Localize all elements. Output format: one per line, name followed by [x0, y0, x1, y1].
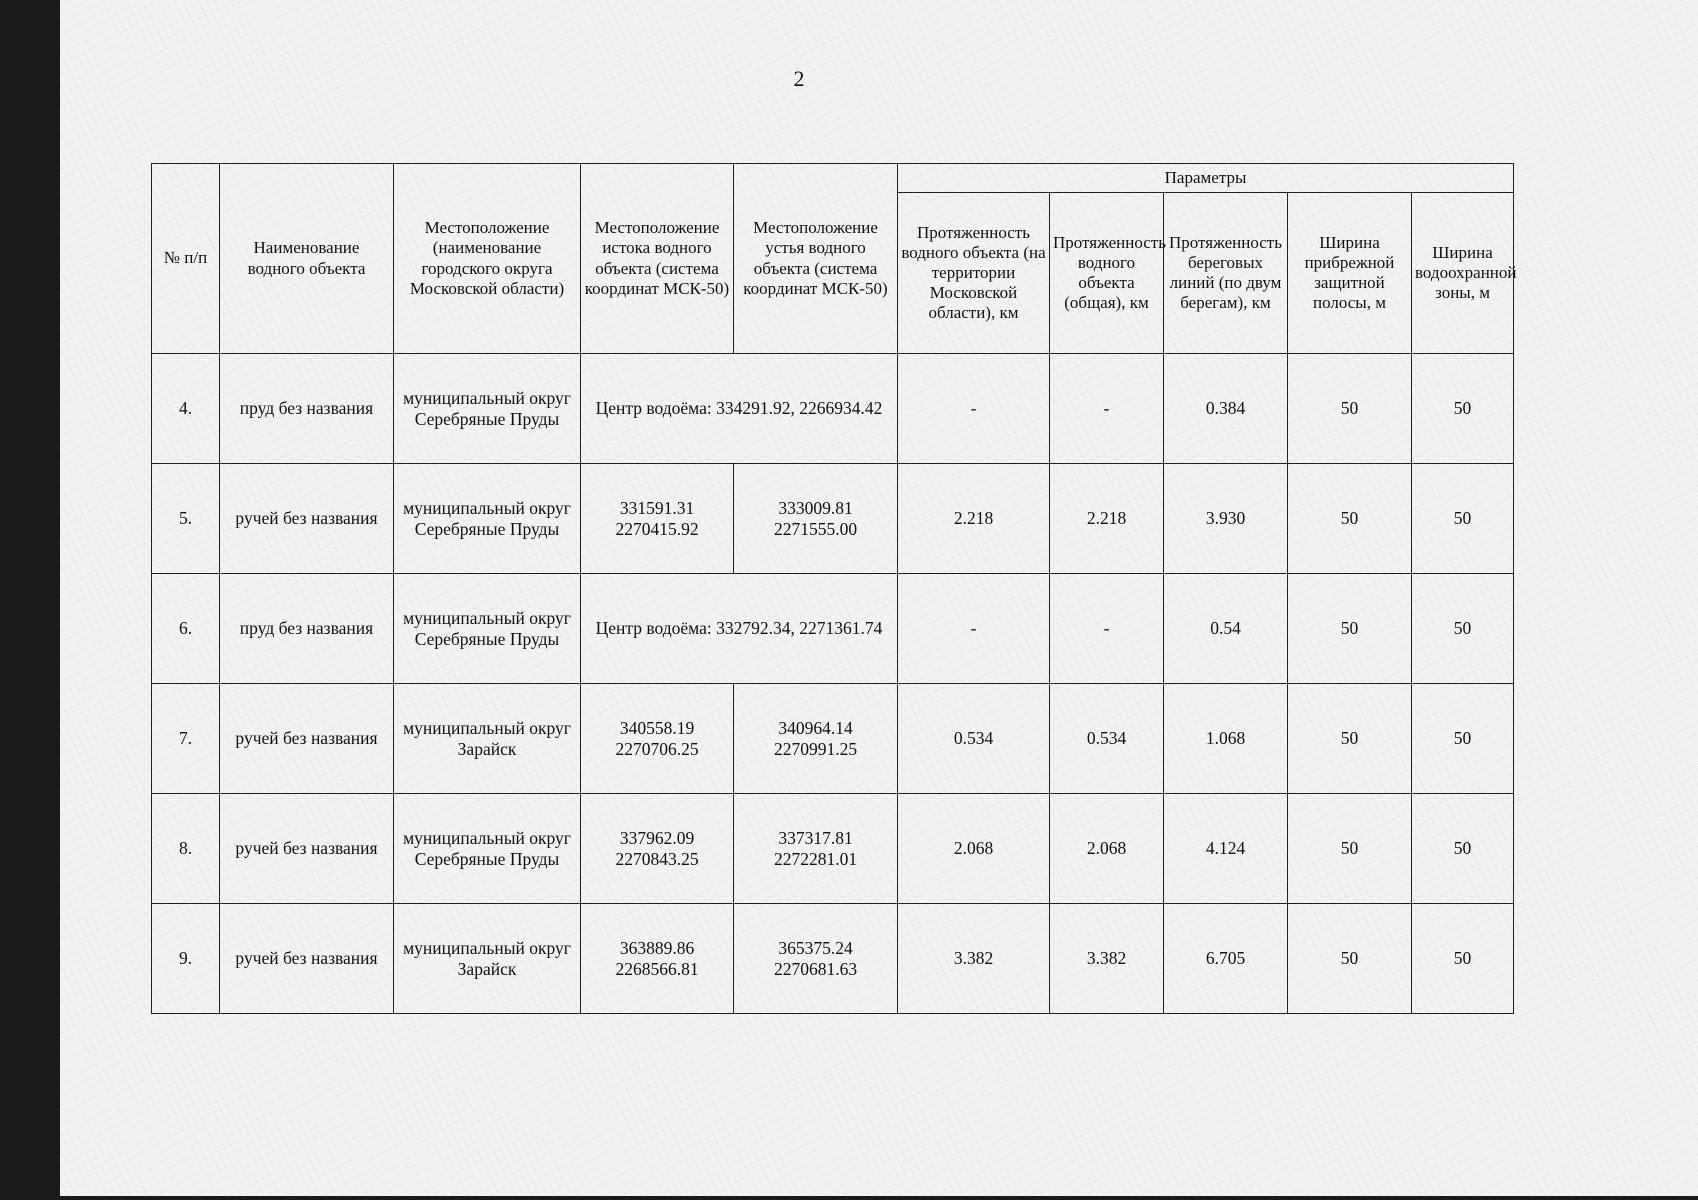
shore-length: 1.068 — [1164, 684, 1288, 794]
length-region: 3.382 — [898, 904, 1050, 1014]
protection-zone-width: 50 — [1412, 904, 1514, 1014]
length-total: 0.534 — [1050, 684, 1164, 794]
shore-length: 0.384 — [1164, 354, 1288, 464]
header-length-total: Протяженность водного объекта (общая), км — [1050, 193, 1164, 354]
source-y: 2270706.25 — [615, 738, 699, 759]
header-location: Местоположение (наименование городского округа Московской области) — [394, 164, 581, 354]
mouth-x: 365375.24 — [778, 937, 853, 958]
header-shore-length: Протяженность береговых линий (по двум берегам), км — [1164, 193, 1288, 354]
protection-zone-width: 50 — [1412, 684, 1514, 794]
table-row — [152, 354, 1514, 464]
source-x: 363889.86 — [619, 937, 695, 958]
coastal-strip-width: 50 — [1288, 574, 1412, 684]
protection-zone-width: 50 — [1412, 464, 1514, 574]
coastal-strip-width: 50 — [1288, 684, 1412, 794]
row-number: 4. — [152, 354, 220, 464]
header-mouth: Местоположение устья водного объекта (система координат МСК-50) — [734, 164, 898, 354]
object-location: муниципальный округ Зарайск — [394, 684, 581, 794]
object-name: ручей без названия — [220, 794, 394, 904]
shore-length: 0.54 — [1164, 574, 1288, 684]
protection-zone-width: 50 — [1412, 794, 1514, 904]
row-number: 8. — [152, 794, 220, 904]
protection-zone-width: 50 — [1412, 574, 1514, 684]
length-region: 2.068 — [898, 794, 1050, 904]
header-coastal-strip: Ширина прибрежной защитной полосы, м — [1288, 193, 1412, 354]
mouth-y: 2270681.63 — [773, 958, 858, 979]
header-protection-zone: Ширина водоохранной зоны, м — [1412, 193, 1514, 354]
shore-length: 6.705 — [1164, 904, 1288, 1014]
object-name: ручей без названия — [220, 904, 394, 1014]
header-parameters: Параметры — [898, 164, 1514, 193]
source-coordinates — [581, 794, 734, 904]
table-row — [152, 684, 1514, 794]
mouth-y: 2270991.25 — [773, 738, 858, 759]
row-number: 7. — [152, 684, 220, 794]
reservoir-center: Центр водоёма: 334291.92, 2266934.42 — [581, 354, 898, 464]
header-source: Местоположение истока водного объекта (система координат МСК-50) — [581, 164, 734, 354]
length-region: - — [898, 354, 1050, 464]
mouth-x: 337317.81 — [778, 827, 853, 848]
source-y: 2268566.81 — [615, 958, 699, 979]
shore-length: 3.930 — [1164, 464, 1288, 574]
coastal-strip-width: 50 — [1288, 794, 1412, 904]
header-num: № п/п — [152, 164, 220, 354]
reservoir-center: Центр водоёма: 332792.34, 2271361.74 — [581, 574, 898, 684]
table-row — [152, 574, 1514, 684]
protection-zone-width: 50 — [1412, 354, 1514, 464]
mouth-coordinates — [734, 794, 898, 904]
length-region: 0.534 — [898, 684, 1050, 794]
row-number: 6. — [152, 574, 220, 684]
header-name: Наименование водного объекта — [220, 164, 394, 354]
coastal-strip-width: 50 — [1288, 904, 1412, 1014]
source-coordinates — [581, 684, 734, 794]
mouth-y: 2272281.01 — [773, 848, 858, 869]
object-location: муниципальный округ Зарайск — [394, 904, 581, 1014]
object-location: муниципальный округ Серебряные Пруды — [394, 794, 581, 904]
length-region: 2.218 — [898, 464, 1050, 574]
object-name: пруд без названия — [220, 354, 394, 464]
mouth-coordinates — [734, 464, 898, 574]
source-coordinates — [581, 464, 734, 574]
length-total: - — [1050, 354, 1164, 464]
source-y: 2270415.92 — [615, 518, 699, 539]
table-row — [152, 904, 1514, 1014]
object-name: ручей без названия — [220, 684, 394, 794]
mouth-coordinates — [734, 684, 898, 794]
coastal-strip-width: 50 — [1288, 354, 1412, 464]
table-row — [152, 464, 1514, 574]
object-location: муниципальный округ Серебряные Пруды — [394, 354, 581, 464]
source-x: 331591.31 — [619, 497, 695, 518]
length-region: - — [898, 574, 1050, 684]
length-total: - — [1050, 574, 1164, 684]
source-y: 2270843.25 — [615, 848, 699, 869]
mouth-coordinates — [734, 904, 898, 1014]
source-x: 340558.19 — [619, 717, 695, 738]
mouth-x: 340964.14 — [778, 717, 853, 738]
page-number: 2 — [793, 66, 805, 91]
table-row — [152, 794, 1514, 904]
row-number: 9. — [152, 904, 220, 1014]
water-objects-table — [151, 163, 1517, 1014]
object-location: муниципальный округ Серебряные Пруды — [394, 464, 581, 574]
shore-length: 4.124 — [1164, 794, 1288, 904]
object-location: муниципальный округ Серебряные Пруды — [394, 574, 581, 684]
source-x: 337962.09 — [619, 827, 695, 848]
object-name: ручей без названия — [220, 464, 394, 574]
source-coordinates — [581, 904, 734, 1014]
mouth-y: 2271555.00 — [773, 518, 858, 539]
row-number: 5. — [152, 464, 220, 574]
length-total: 2.218 — [1050, 464, 1164, 574]
length-total: 3.382 — [1050, 904, 1164, 1014]
header-length-region: Протяженность водного объекта (на территории Московской области), км — [898, 193, 1050, 354]
mouth-x: 333009.81 — [778, 497, 853, 518]
object-name: пруд без названия — [220, 574, 394, 684]
length-total: 2.068 — [1050, 794, 1164, 904]
coastal-strip-width: 50 — [1288, 464, 1412, 574]
